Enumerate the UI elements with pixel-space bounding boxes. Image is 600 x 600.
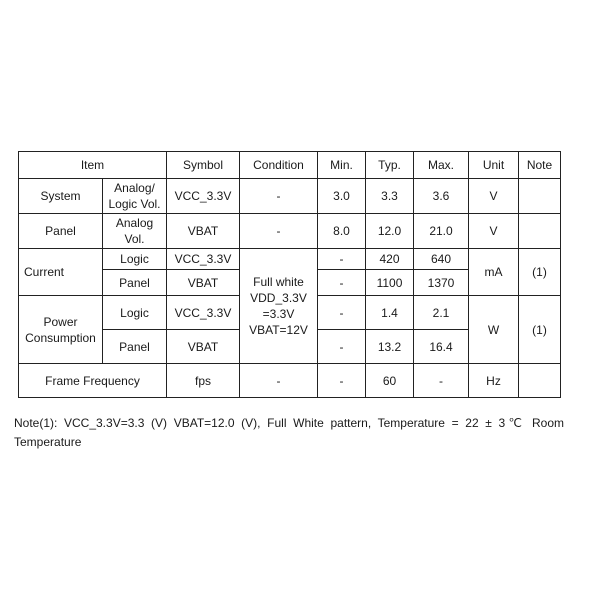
power-item: Power Consumption bbox=[19, 296, 103, 364]
current-logic-symbol: VCC_3.3V bbox=[167, 249, 240, 270]
current-unit: mA bbox=[469, 249, 519, 296]
panel-sub: Analog Vol. bbox=[103, 214, 167, 249]
header-max: Max. bbox=[414, 152, 469, 179]
current-panel-max: 1370 bbox=[414, 270, 469, 296]
system-max: 3.6 bbox=[414, 179, 469, 214]
frame-max: - bbox=[414, 364, 469, 398]
panel-symbol: VBAT bbox=[167, 214, 240, 249]
header-note: Note bbox=[519, 152, 561, 179]
power-logic-symbol: VCC_3.3V bbox=[167, 296, 240, 330]
current-panel-min: - bbox=[318, 270, 366, 296]
header-item: Item bbox=[19, 152, 167, 179]
frame-note bbox=[519, 364, 561, 398]
header-min: Min. bbox=[318, 152, 366, 179]
current-panel-typ: 1100 bbox=[366, 270, 414, 296]
frame-min: - bbox=[318, 364, 366, 398]
power-unit: W bbox=[469, 296, 519, 364]
panel-condition: - bbox=[240, 214, 318, 249]
header-condition: Condition bbox=[240, 152, 318, 179]
header-typ: Typ. bbox=[366, 152, 414, 179]
shared-condition: Full white VDD_3.3V =3.3V VBAT=12V bbox=[240, 249, 318, 364]
system-min: 3.0 bbox=[318, 179, 366, 214]
table-row-system bbox=[19, 179, 561, 214]
current-panel-sub: Panel bbox=[103, 270, 167, 296]
system-item: System bbox=[19, 179, 103, 214]
current-note: (1) bbox=[519, 249, 561, 296]
header-row bbox=[19, 152, 561, 179]
frame-unit: Hz bbox=[469, 364, 519, 398]
specification-table bbox=[18, 151, 561, 398]
power-logic-sub: Logic bbox=[103, 296, 167, 330]
table-row-frame-frequency bbox=[19, 364, 561, 398]
panel-item: Panel bbox=[19, 214, 103, 249]
power-logic-max: 2.1 bbox=[414, 296, 469, 330]
current-logic-max: 640 bbox=[414, 249, 469, 270]
table-row-panel bbox=[19, 214, 561, 249]
panel-typ: 12.0 bbox=[366, 214, 414, 249]
power-logic-min: - bbox=[318, 296, 366, 330]
system-unit: V bbox=[469, 179, 519, 214]
system-note bbox=[519, 179, 561, 214]
current-panel-symbol: VBAT bbox=[167, 270, 240, 296]
power-panel-sub: Panel bbox=[103, 330, 167, 364]
frame-typ: 60 bbox=[366, 364, 414, 398]
power-panel-typ: 13.2 bbox=[366, 330, 414, 364]
panel-unit: V bbox=[469, 214, 519, 249]
panel-min: 8.0 bbox=[318, 214, 366, 249]
current-logic-min: - bbox=[318, 249, 366, 270]
header-symbol: Symbol bbox=[167, 152, 240, 179]
system-symbol: VCC_3.3V bbox=[167, 179, 240, 214]
power-note: (1) bbox=[519, 296, 561, 364]
panel-note bbox=[519, 214, 561, 249]
table-row-current-logic bbox=[19, 249, 561, 270]
panel-max: 21.0 bbox=[414, 214, 469, 249]
system-sub: Analog/ Logic Vol. bbox=[103, 179, 167, 214]
power-panel-symbol: VBAT bbox=[167, 330, 240, 364]
current-logic-sub: Logic bbox=[103, 249, 167, 270]
power-panel-max: 16.4 bbox=[414, 330, 469, 364]
frame-condition: - bbox=[240, 364, 318, 398]
current-item: Current bbox=[19, 249, 103, 296]
frame-symbol: fps bbox=[167, 364, 240, 398]
current-logic-typ: 420 bbox=[366, 249, 414, 270]
power-logic-typ: 1.4 bbox=[366, 296, 414, 330]
frame-item: Frame Frequency bbox=[19, 364, 167, 398]
footnote: Note(1): VCC_3.3V=3.3 (V) VBAT=12.0 (V), Full White pattern, Temperature = 22 ± 3℃ Room Temperature bbox=[14, 416, 564, 449]
system-typ: 3.3 bbox=[366, 179, 414, 214]
power-panel-min: - bbox=[318, 330, 366, 364]
header-unit: Unit bbox=[469, 152, 519, 179]
system-condition: - bbox=[240, 179, 318, 214]
